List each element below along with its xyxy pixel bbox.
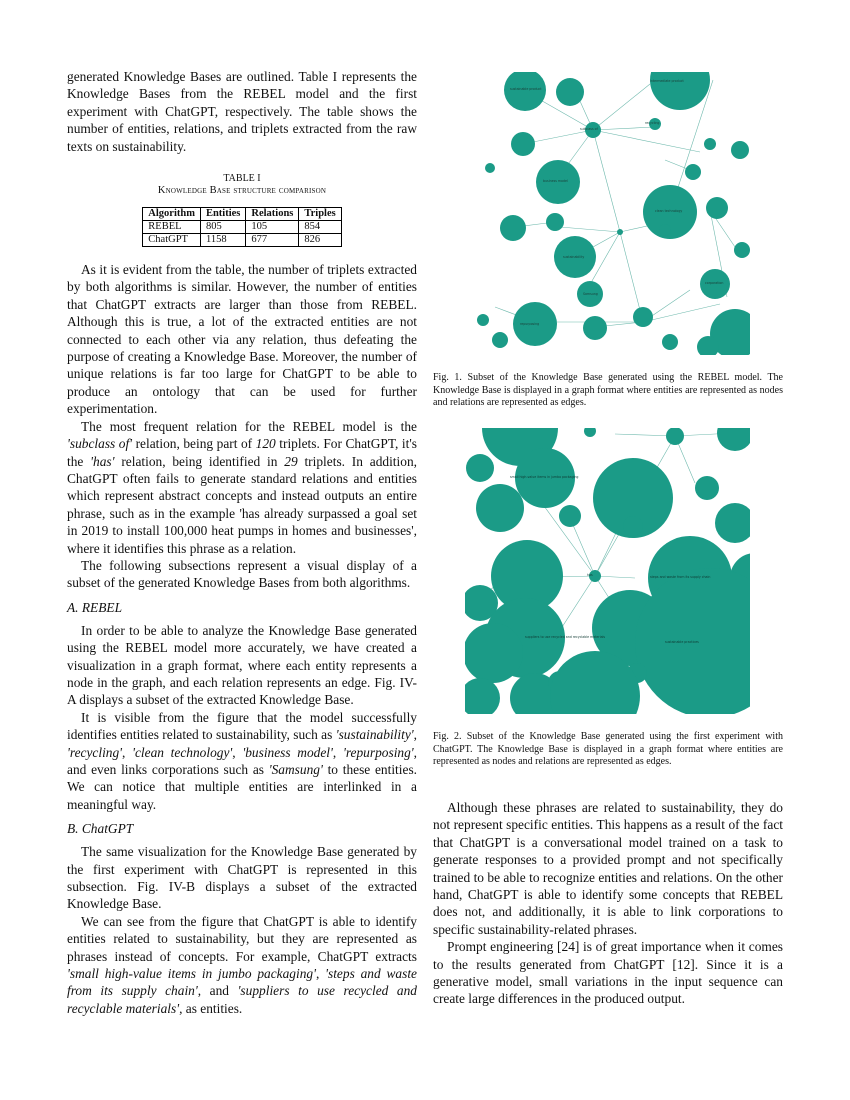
svg-text:business model: business model xyxy=(543,179,568,183)
figure-rebel-graph xyxy=(465,72,750,355)
table-cell: 105 xyxy=(246,221,299,234)
paragraph-prompt-engineering: Prompt engineering [24] is of great importance when it comes to the results generated from ChatGPT [12]. Since it is a generative model, small variations in the input sequence can create large differences in the produced output. xyxy=(433,939,783,1007)
paragraph-intro: generated Knowledge Bases are outlined. Table I represents the Knowledge Bases from the REBEL model and the first experiment with ChatGPT, respectively. The table shows the number of entities, relations, and triplets extracted from the raw texts on sustainability. xyxy=(67,69,417,154)
table-cell: REBEL xyxy=(143,221,201,234)
table-caption xyxy=(67,173,417,197)
paragraph-comparison: As it is evident from the table, the number of triplets extracted by both algorithms is similar. However, the number of entities that ChatGPT extracts are larger than those from REBEL. Although this is true, a lot of the extracted entities are not connected to each other via any relation, thus defeating the purpose of creating a Knowledge Base. Moreover, the number of unique relations is far too large for ChatGPT to be able to produce an ontology that can be used for further experimentation. xyxy=(67,262,417,417)
figure-chatgpt-caption: Fig. 2. Subset of the Knowledge Base generated using the first experiment with ChatGPT. The Knowledge Base is displayed in a graph format where entities are represented as nodes and relations are represented as edges. xyxy=(433,731,783,768)
graph-nodes xyxy=(465,428,750,714)
paragraph-frequent-relations: The most frequent relation for the REBEL model is the 'subclass of' relation, being part of 120 triplets. For ChatGPT, it's the 'has' relation, being identified in 29 triplets. In addition, ChatGPT often fails to generate standard relations and entities which represent abstract concepts and instead outputs an entire phrase, such as in the example 'has already surpassed a goal set in 2019 to install 100,000 heat pumps in homes and businesses', where it identifies this phrase as a relation. xyxy=(67,418,417,556)
paragraph-chatgpt-entities: We can see from the figure that ChatGPT is able to identify entities related to sustainability, but they are represented as phrases instead of concepts. For example, ChatGPT extracts 'small high-value items in jumbo packaging', 'steps and waste from its supply chain', and 'suppliers to use recycled and recyclable materials', as entities. xyxy=(67,913,417,1016)
svg-text:sustainable practices: sustainable practices xyxy=(665,640,699,644)
table-cell: ChatGPT xyxy=(143,234,201,247)
graph-nodes xyxy=(477,72,750,355)
graph-edges xyxy=(495,80,735,327)
paragraph-rebel-entities: It is visible from the figure that the model successfully identifies entities related to sustainability, such as 'sustainability', 'recycling', 'clean technology', 'business model', 'repurposing', and even links corporations such as 'Samsung' to these entities. We can notice that multiple entities are interlinked in a meaningful way. xyxy=(67,709,418,812)
svg-text:corporation: corporation xyxy=(705,281,724,285)
table-header-row xyxy=(143,208,341,221)
table-row xyxy=(143,221,341,234)
svg-text:small high-value items in jumb: small high-value items in jumbo packaging xyxy=(510,475,579,479)
paragraph-chatgpt-visualization: The same visualization for the Knowledge Base generated by the first experiment with ChatGPT is represented in this subsection. Fig. IV-B displays a subset of the extracted Knowledge Base. xyxy=(67,844,417,912)
table-cell: 1158 xyxy=(200,234,245,247)
svg-text:Samsung: Samsung xyxy=(583,292,598,296)
svg-text:subclass of: subclass of xyxy=(580,127,598,131)
figure-rebel-caption: Fig. 1. Subset of the Knowledge Base generated using the REBEL model. The Knowledge Base is displayed in a graph format where entities are represented as nodes and relations are represented as edges. xyxy=(433,372,783,409)
table-cell: 677 xyxy=(246,234,299,247)
chatgpt-graph-svg xyxy=(465,428,750,714)
svg-text:recycling: recycling xyxy=(645,121,660,125)
table-header: Triples xyxy=(299,208,341,221)
kb-comparison-table xyxy=(142,207,341,247)
section-heading-chatgpt: B. ChatGPT xyxy=(67,821,134,837)
table-cell: 854 xyxy=(299,221,341,234)
paragraph-subsections: The following subsections represent a visual display of a subset of the generated Knowledge Bases from both algorithms. xyxy=(67,557,417,591)
table-cell: 826 xyxy=(299,234,341,247)
right-column-text xyxy=(433,799,783,1008)
svg-text:has: has xyxy=(587,573,593,577)
svg-text:sustainable product: sustainable product xyxy=(510,87,542,91)
svg-text:suppliers to use recycled and: suppliers to use recycled and recyclable materials xyxy=(525,635,606,639)
svg-text:repurposing: repurposing xyxy=(520,322,540,326)
svg-text:intermediate product: intermediate product xyxy=(650,79,684,83)
rebel-graph-svg xyxy=(465,72,750,355)
section-heading-rebel: A. REBEL xyxy=(67,599,123,615)
table-header: Entities xyxy=(200,208,245,221)
table-header: Algorithm xyxy=(143,208,201,221)
table-row xyxy=(143,234,341,247)
figure-chatgpt-graph xyxy=(465,428,750,714)
table-header: Relations xyxy=(246,208,299,221)
svg-text:steps and waste from its suppl: steps and waste from its supply chain xyxy=(650,575,711,579)
paragraph-rebel-visualization: In order to be able to analyze the Knowledge Base generated using the REBEL model more accurately, we have created a visualization in a graph format, where each entity represents a node in the graph, and each relation represents an edge. Fig. IV-A displays a subset of the extracted Knowledge Base. xyxy=(67,622,417,708)
table-title: Knowledge Base structure comparison xyxy=(157,185,327,197)
svg-text:sustainability: sustainability xyxy=(563,255,585,259)
left-column xyxy=(67,68,417,1017)
table-label: TABLE I xyxy=(223,173,261,185)
svg-text:clean technology: clean technology xyxy=(655,209,683,213)
paragraph-chatgpt-limitations: Although these phrases are related to sustainability, they do not represent specific entities. This happens as a result of the fact that ChatGPT is a conversational model trained on a task to generate responses to a provided prompt and not specifically trained to be able to recognize entities and relations. On the other hand, ChatGPT is able to identify some concepts that REBEL does not, and additionally, it is able to link corporations to specific sustainability-related phrases. xyxy=(433,800,783,937)
table-cell: 805 xyxy=(200,221,245,234)
